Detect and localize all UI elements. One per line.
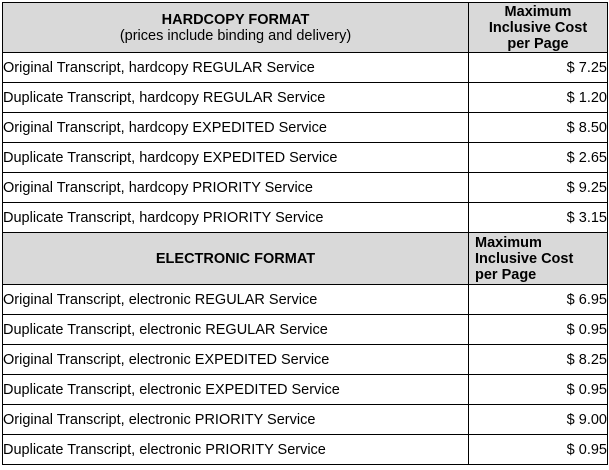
transcript-pricing-table xyxy=(2,2,608,465)
electronic-section-header xyxy=(3,233,469,285)
service-description: Duplicate Transcript, hardcopy PRIORITY Service xyxy=(3,203,469,233)
cost-header-line: Maximum xyxy=(475,234,542,251)
price-per-page: $ 0.95 xyxy=(469,435,608,465)
service-description: Original Transcript, hardcopy REGULAR Service xyxy=(3,53,469,83)
cost-header-line: per Page xyxy=(475,266,537,283)
service-description: Duplicate Transcript, hardcopy EXPEDITED Service xyxy=(3,143,469,173)
electronic-cost-header xyxy=(469,233,608,285)
price-per-page: $ 3.15 xyxy=(469,203,608,233)
hardcopy-header-row xyxy=(3,3,608,53)
cost-header-line: Maximum xyxy=(504,3,572,20)
electronic-header-row xyxy=(3,233,608,285)
price-per-page: $ 0.95 xyxy=(469,315,608,345)
price-per-page: $ 0.95 xyxy=(469,375,608,405)
service-description: Duplicate Transcript, electronic EXPEDITED Service xyxy=(3,375,469,405)
price-per-page: $ 9.00 xyxy=(469,405,608,435)
table-row xyxy=(3,285,608,315)
hardcopy-format-title: HARDCOPY FORMAT xyxy=(161,11,310,28)
cost-header-line: Inclusive Cost xyxy=(475,250,574,267)
price-per-page: $ 2.65 xyxy=(469,143,608,173)
service-description: Original Transcript, hardcopy PRIORITY Service xyxy=(3,173,469,203)
table-row xyxy=(3,345,608,375)
table-row xyxy=(3,375,608,405)
electronic-format-title: ELECTRONIC FORMAT xyxy=(155,250,316,267)
table-row xyxy=(3,405,608,435)
hardcopy-format-subtitle: (prices include binding and delivery) xyxy=(119,27,352,44)
table-row xyxy=(3,143,608,173)
service-description: Original Transcript, electronic REGULAR Service xyxy=(3,285,469,315)
service-description: Duplicate Transcript, hardcopy REGULAR Service xyxy=(3,83,469,113)
price-per-page: $ 8.25 xyxy=(469,345,608,375)
price-per-page: $ 6.95 xyxy=(469,285,608,315)
hardcopy-section-header xyxy=(3,3,469,53)
service-description: Duplicate Transcript, electronic REGULAR Service xyxy=(3,315,469,345)
service-description: Original Transcript, electronic PRIORITY Service xyxy=(3,405,469,435)
table-row xyxy=(3,83,608,113)
price-per-page: $ 7.25 xyxy=(469,53,608,83)
table-row xyxy=(3,315,608,345)
table-row xyxy=(3,53,608,83)
cost-header-line: per Page xyxy=(507,35,569,52)
service-description: Duplicate Transcript, electronic PRIORITY Service xyxy=(3,435,469,465)
table-row xyxy=(3,435,608,465)
table-row xyxy=(3,203,608,233)
cost-header-line: Inclusive Cost xyxy=(488,19,588,36)
table-row xyxy=(3,113,608,143)
price-per-page: $ 1.20 xyxy=(469,83,608,113)
service-description: Original Transcript, electronic EXPEDITED Service xyxy=(3,345,469,375)
price-per-page: $ 8.50 xyxy=(469,113,608,143)
table-row xyxy=(3,173,608,203)
hardcopy-cost-header xyxy=(469,3,608,53)
service-description: Original Transcript, hardcopy EXPEDITED Service xyxy=(3,113,469,143)
price-per-page: $ 9.25 xyxy=(469,173,608,203)
